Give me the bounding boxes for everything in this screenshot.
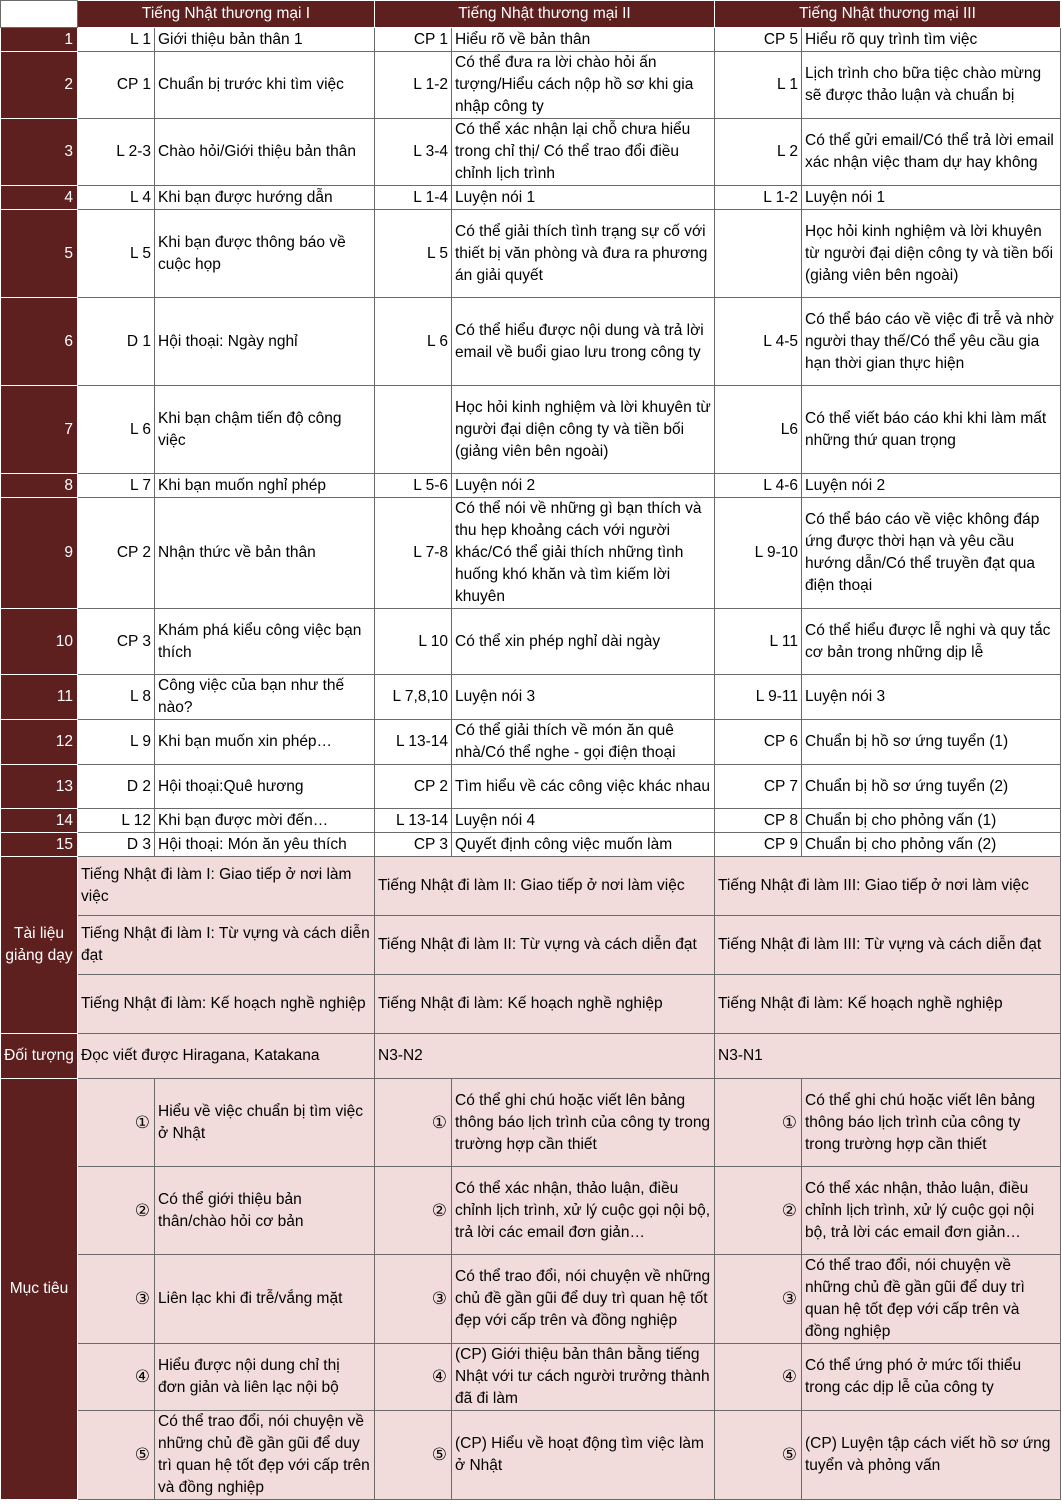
lesson-title: Hiểu rõ quy trình tìm việc xyxy=(802,28,1061,52)
lesson-number: 8 xyxy=(1,474,78,498)
lesson-title: Quyết định công việc muốn làm xyxy=(452,833,715,857)
lesson-code: L 9-11 xyxy=(715,675,802,720)
lesson-title: Luyện nói 2 xyxy=(802,474,1061,498)
goal-number-mark: ⑤ xyxy=(375,1411,452,1500)
lesson-title: Chuẩn bị cho phỏng vấn (1) xyxy=(802,809,1061,833)
materials-section xyxy=(1,857,1061,1034)
lesson-rows xyxy=(1,28,1061,857)
lesson-code: L 1 xyxy=(78,28,155,52)
lesson-number: 1 xyxy=(1,28,78,52)
lesson-number: 2 xyxy=(1,52,78,119)
goal-number-mark: ⑤ xyxy=(715,1411,802,1500)
lesson-number: 5 xyxy=(1,210,78,298)
lesson-title: Có thể đưa ra lời chào hỏi ấn tượng/Hiểu cách nộp hồ sơ khi gia nhập công ty xyxy=(452,52,715,119)
lesson-title: Có thể xin phép nghỉ dài ngày xyxy=(452,609,715,675)
goal-text: Có thể xác nhận, thảo luận, điều chỉnh lịch trình, xử lý cuộc gọi nội bộ, trả lời các email đơn giản… xyxy=(452,1167,715,1255)
lesson-code: D 2 xyxy=(78,765,155,809)
lesson-row xyxy=(1,28,1061,52)
lesson-code: L 1-2 xyxy=(715,186,802,210)
goal-text: Có thể ghi chú hoặc viết lên bảng thông báo lịch trình của công ty trong trường hợp cần thiết xyxy=(452,1079,715,1167)
goal-row xyxy=(1,1344,1061,1411)
goal-text: (CP) Hiểu về hoạt động tìm việc làm ở Nhật xyxy=(452,1411,715,1500)
material-cell: Tiếng Nhật đi làm II: Giao tiếp ở nơi làm việc xyxy=(375,857,715,916)
lesson-code: L 6 xyxy=(78,386,155,474)
lesson-title: Khi bạn được hướng dẫn xyxy=(155,186,375,210)
lesson-title: Có thể báo cáo về việc không đáp ứng được thời hạn và yêu cầu hướng dẫn/Có thể truyền đạt qua điện thoại xyxy=(802,498,1061,609)
lesson-code: CP 3 xyxy=(375,833,452,857)
lesson-title: Hội thoại: Ngày nghỉ xyxy=(155,298,375,386)
lesson-row xyxy=(1,386,1061,474)
material-cell: Tiếng Nhật đi làm I: Giao tiếp ở nơi làm việc xyxy=(78,857,375,916)
goal-text: (CP) Giới thiệu bản thân bằng tiếng Nhật với tư cách người trưởng thành đã đi làm xyxy=(452,1344,715,1411)
lesson-title: Chuẩn bị hồ sơ ứng tuyển (1) xyxy=(802,720,1061,765)
lesson-code: CP 2 xyxy=(375,765,452,809)
goal-text: Có thể xác nhận, thảo luận, điều chỉnh lịch trình, xử lý cuộc gọi nội bộ, trả lời các email đơn giản… xyxy=(802,1167,1061,1255)
material-cell: Tiếng Nhật đi làm: Kế hoạch nghề nghiệp xyxy=(375,975,715,1034)
material-cell: Tiếng Nhật đi làm II: Từ vựng và cách diễn đạt xyxy=(375,916,715,975)
lesson-title: Hội thoại: Món ăn yêu thích xyxy=(155,833,375,857)
lesson-row xyxy=(1,498,1061,609)
lesson-code: L 10 xyxy=(375,609,452,675)
lesson-code: L 2-3 xyxy=(78,119,155,186)
target-cell: N3-N1 xyxy=(715,1034,1061,1079)
header-course-3: Tiếng Nhật thương mại III xyxy=(715,1,1061,28)
goal-row xyxy=(1,1079,1061,1167)
lesson-title: Có thể báo cáo về việc đi trễ và nhờ người thay thế/Có thể yêu cầu gia hạn thời gian thực hiện xyxy=(802,298,1061,386)
material-cell: Tiếng Nhật đi làm III: Giao tiếp ở nơi làm việc xyxy=(715,857,1061,916)
lesson-title: Khi bạn chậm tiến độ công việc xyxy=(155,386,375,474)
goal-row xyxy=(1,1167,1061,1255)
corner-cell xyxy=(1,1,78,28)
target-label: Đối tượng xyxy=(1,1034,78,1079)
lesson-title: Luyện nói 4 xyxy=(452,809,715,833)
goal-text: Có thể ghi chú hoặc viết lên bảng thông báo lịch trình của công ty trong trường hợp cần thiết xyxy=(802,1079,1061,1167)
lesson-code: L 7-8 xyxy=(375,498,452,609)
lesson-code: CP 1 xyxy=(375,28,452,52)
goal-text: Có thể trao đổi, nói chuyện về những chủ đề gần gũi để duy trì quan hệ tốt đẹp với cấp trên và đồng nghiệp xyxy=(155,1411,375,1500)
header-course-2: Tiếng Nhật thương mại II xyxy=(375,1,715,28)
lesson-title: Luyện nói 3 xyxy=(802,675,1061,720)
lesson-code: L 12 xyxy=(78,809,155,833)
lesson-row xyxy=(1,833,1061,857)
lesson-title: Luyện nói 1 xyxy=(802,186,1061,210)
goal-text: Hiểu được nội dung chỉ thị đơn giản và liên lạc nội bộ xyxy=(155,1344,375,1411)
material-cell: Tiếng Nhật đi làm I: Từ vựng và cách diễn đạt xyxy=(78,916,375,975)
lesson-code xyxy=(375,386,452,474)
lesson-row xyxy=(1,765,1061,809)
lesson-code: CP 6 xyxy=(715,720,802,765)
lesson-row xyxy=(1,474,1061,498)
lesson-code: L 4-5 xyxy=(715,298,802,386)
lesson-code: L 1-4 xyxy=(375,186,452,210)
goal-number-mark: ④ xyxy=(78,1344,155,1411)
goal-number-mark: ② xyxy=(78,1167,155,1255)
goal-row xyxy=(1,1411,1061,1500)
lesson-row xyxy=(1,809,1061,833)
lesson-title: Chào hỏi/Giới thiệu bản thân xyxy=(155,119,375,186)
lesson-number: 9 xyxy=(1,498,78,609)
goal-number-mark: ① xyxy=(78,1079,155,1167)
lesson-row xyxy=(1,186,1061,210)
lesson-row xyxy=(1,52,1061,119)
materials-row xyxy=(1,975,1061,1034)
lesson-code: CP 7 xyxy=(715,765,802,809)
target-cell: N3-N2 xyxy=(375,1034,715,1079)
target-row xyxy=(1,1034,1061,1079)
lesson-code: CP 2 xyxy=(78,498,155,609)
lesson-code: L 9-10 xyxy=(715,498,802,609)
lesson-row xyxy=(1,720,1061,765)
lesson-code: L 7 xyxy=(78,474,155,498)
target-cell: Đọc viết được Hiragana, Katakana xyxy=(78,1034,375,1079)
lesson-title: Lịch trình cho bữa tiệc chào mừng sẽ được thảo luận và chuẩn bị xyxy=(802,52,1061,119)
lesson-code: L 4-6 xyxy=(715,474,802,498)
material-cell: Tiếng Nhật đi làm III: Từ vựng và cách diễn đạt xyxy=(715,916,1061,975)
lesson-code: L 6 xyxy=(375,298,452,386)
goal-text: Liên lạc khi đi trễ/vắng mặt xyxy=(155,1255,375,1344)
lesson-title: Có thể giải thích về món ăn quê nhà/Có thể nghe - gọi điện thoại xyxy=(452,720,715,765)
material-cell: Tiếng Nhật đi làm: Kế hoạch nghề nghiệp xyxy=(78,975,375,1034)
goal-number-mark: ③ xyxy=(375,1255,452,1344)
lesson-number: 6 xyxy=(1,298,78,386)
lesson-title: Có thể viết báo cáo khi khi làm mất những thứ quan trọng xyxy=(802,386,1061,474)
goal-row xyxy=(1,1255,1061,1344)
goal-text: Có thể ứng phó ở mức tối thiểu trong các dịp lễ của công ty xyxy=(802,1344,1061,1411)
goal-number-mark: ① xyxy=(715,1079,802,1167)
lesson-title: Công việc của bạn như thế nào? xyxy=(155,675,375,720)
lesson-code xyxy=(715,210,802,298)
lesson-title: Chuẩn bị hồ sơ ứng tuyển (2) xyxy=(802,765,1061,809)
target-section xyxy=(1,1034,1061,1079)
lesson-number: 12 xyxy=(1,720,78,765)
lesson-row xyxy=(1,210,1061,298)
lesson-title: Học hỏi kinh nghiệm và lời khuyên từ người đại diện công ty và tiền bối (giảng viên bên ngoài) xyxy=(452,386,715,474)
lesson-code: D 1 xyxy=(78,298,155,386)
lesson-code: L6 xyxy=(715,386,802,474)
lesson-title: Chuẩn bị cho phỏng vấn (2) xyxy=(802,833,1061,857)
lesson-number: 14 xyxy=(1,809,78,833)
lesson-number: 4 xyxy=(1,186,78,210)
goal-number-mark: ② xyxy=(715,1167,802,1255)
lesson-number: 3 xyxy=(1,119,78,186)
lesson-number: 13 xyxy=(1,765,78,809)
goal-text: Có thể trao đổi, nói chuyện về những chủ đề gần gũi để duy trì quan hệ tốt đẹp với cấp trên và đồng nghiệp xyxy=(802,1255,1061,1344)
goal-number-mark: ③ xyxy=(715,1255,802,1344)
lesson-number: 11 xyxy=(1,675,78,720)
lesson-code: CP 3 xyxy=(78,609,155,675)
lesson-title: Khi bạn được mời đến… xyxy=(155,809,375,833)
goal-text: Có thể giới thiệu bản thân/chào hỏi cơ bản xyxy=(155,1167,375,1255)
lesson-title: Nhận thức về bản thân xyxy=(155,498,375,609)
lesson-code: L 1-2 xyxy=(375,52,452,119)
lesson-code: L 3-4 xyxy=(375,119,452,186)
lesson-code: L 5-6 xyxy=(375,474,452,498)
lesson-title: Luyện nói 1 xyxy=(452,186,715,210)
lesson-code: L 5 xyxy=(78,210,155,298)
goal-number-mark: ① xyxy=(375,1079,452,1167)
goal-number-mark: ④ xyxy=(715,1344,802,1411)
lesson-title: Học hỏi kinh nghiệm và lời khuyên từ người đại diện công ty và tiền bối (giảng viên bên ngoài) xyxy=(802,210,1061,298)
goal-number-mark: ④ xyxy=(375,1344,452,1411)
lesson-title: Có thể xác nhận lại chỗ chưa hiểu trong chỉ thị/ Có thể trao đổi điều chỉnh lịch trình xyxy=(452,119,715,186)
lesson-code: L 7,8,10 xyxy=(375,675,452,720)
lesson-code: L 1 xyxy=(715,52,802,119)
material-cell: Tiếng Nhật đi làm: Kế hoạch nghề nghiệp xyxy=(715,975,1061,1034)
lesson-title: Tìm hiểu về các công việc khác nhau xyxy=(452,765,715,809)
lesson-title: Có thể giải thích tình trạng sự cố với thiết bị văn phòng và đưa ra phương án giải quyết xyxy=(452,210,715,298)
lesson-title: Có thể hiểu được nội dung và trả lời email về buổi giao lưu trong công ty xyxy=(452,298,715,386)
lesson-code: CP 9 xyxy=(715,833,802,857)
goal-number-mark: ⑤ xyxy=(78,1411,155,1500)
goal-number-mark: ③ xyxy=(78,1255,155,1344)
lesson-code: CP 8 xyxy=(715,809,802,833)
lesson-code: CP 5 xyxy=(715,28,802,52)
lesson-title: Khi bạn muốn xin phép… xyxy=(155,720,375,765)
lesson-code: L 13-14 xyxy=(375,809,452,833)
lesson-number: 15 xyxy=(1,833,78,857)
lesson-title: Khi bạn muốn nghỉ phép xyxy=(155,474,375,498)
lesson-title: Chuẩn bị trước khi tìm việc xyxy=(155,52,375,119)
lesson-title: Khám phá kiểu công việc bạn thích xyxy=(155,609,375,675)
lesson-title: Có thể nói về những gì bạn thích và thu hẹp khoảng cách với người khác/Có thể giải thích những tình huống khó khăn và tìm kiếm lời khuyên xyxy=(452,498,715,609)
lesson-title: Giới thiệu bản thân 1 xyxy=(155,28,375,52)
lesson-code: L 4 xyxy=(78,186,155,210)
lesson-number: 10 xyxy=(1,609,78,675)
lesson-title: Có thể gửi email/Có thể trả lời email xác nhận việc tham dự hay không xyxy=(802,119,1061,186)
lesson-row xyxy=(1,675,1061,720)
goal-rows xyxy=(1,1079,1061,1500)
materials-row xyxy=(1,857,1061,916)
lesson-number: 7 xyxy=(1,386,78,474)
lesson-title: Có thể hiểu được lễ nghi và quy tắc cơ bản trong những dịp lễ xyxy=(802,609,1061,675)
header-course-1: Tiếng Nhật thương mại I xyxy=(78,1,375,28)
lesson-title: Hội thoại:Quê hương xyxy=(155,765,375,809)
lesson-code: L 5 xyxy=(375,210,452,298)
lesson-code: L 13-14 xyxy=(375,720,452,765)
goal-text: (CP) Luyện tập cách viết hồ sơ ứng tuyển và phỏng vấn xyxy=(802,1411,1061,1500)
lesson-title: Luyện nói 3 xyxy=(452,675,715,720)
lesson-code: CP 1 xyxy=(78,52,155,119)
lesson-row xyxy=(1,298,1061,386)
lesson-row xyxy=(1,609,1061,675)
lesson-code: L 8 xyxy=(78,675,155,720)
lesson-row xyxy=(1,119,1061,186)
goals-label: Mục tiêu xyxy=(1,1079,78,1500)
lesson-title: Hiểu rõ về bản thân xyxy=(452,28,715,52)
goal-number-mark: ② xyxy=(375,1167,452,1255)
lesson-code: D 3 xyxy=(78,833,155,857)
lesson-title: Khi bạn được thông báo về cuộc họp xyxy=(155,210,375,298)
header-row xyxy=(1,1,1061,28)
lesson-code: L 9 xyxy=(78,720,155,765)
lesson-code: L 2 xyxy=(715,119,802,186)
materials-label: Tài liệu giảng dạy xyxy=(1,857,78,1034)
goal-text: Hiểu về việc chuẩn bị tìm việc ở Nhật xyxy=(155,1079,375,1167)
materials-row xyxy=(1,916,1061,975)
lesson-code: L 11 xyxy=(715,609,802,675)
goal-text: Có thể trao đổi, nói chuyện về những chủ đề gần gũi để duy trì quan hệ tốt đẹp với cấp trên và đồng nghiệp xyxy=(452,1255,715,1344)
lesson-title: Luyện nói 2 xyxy=(452,474,715,498)
